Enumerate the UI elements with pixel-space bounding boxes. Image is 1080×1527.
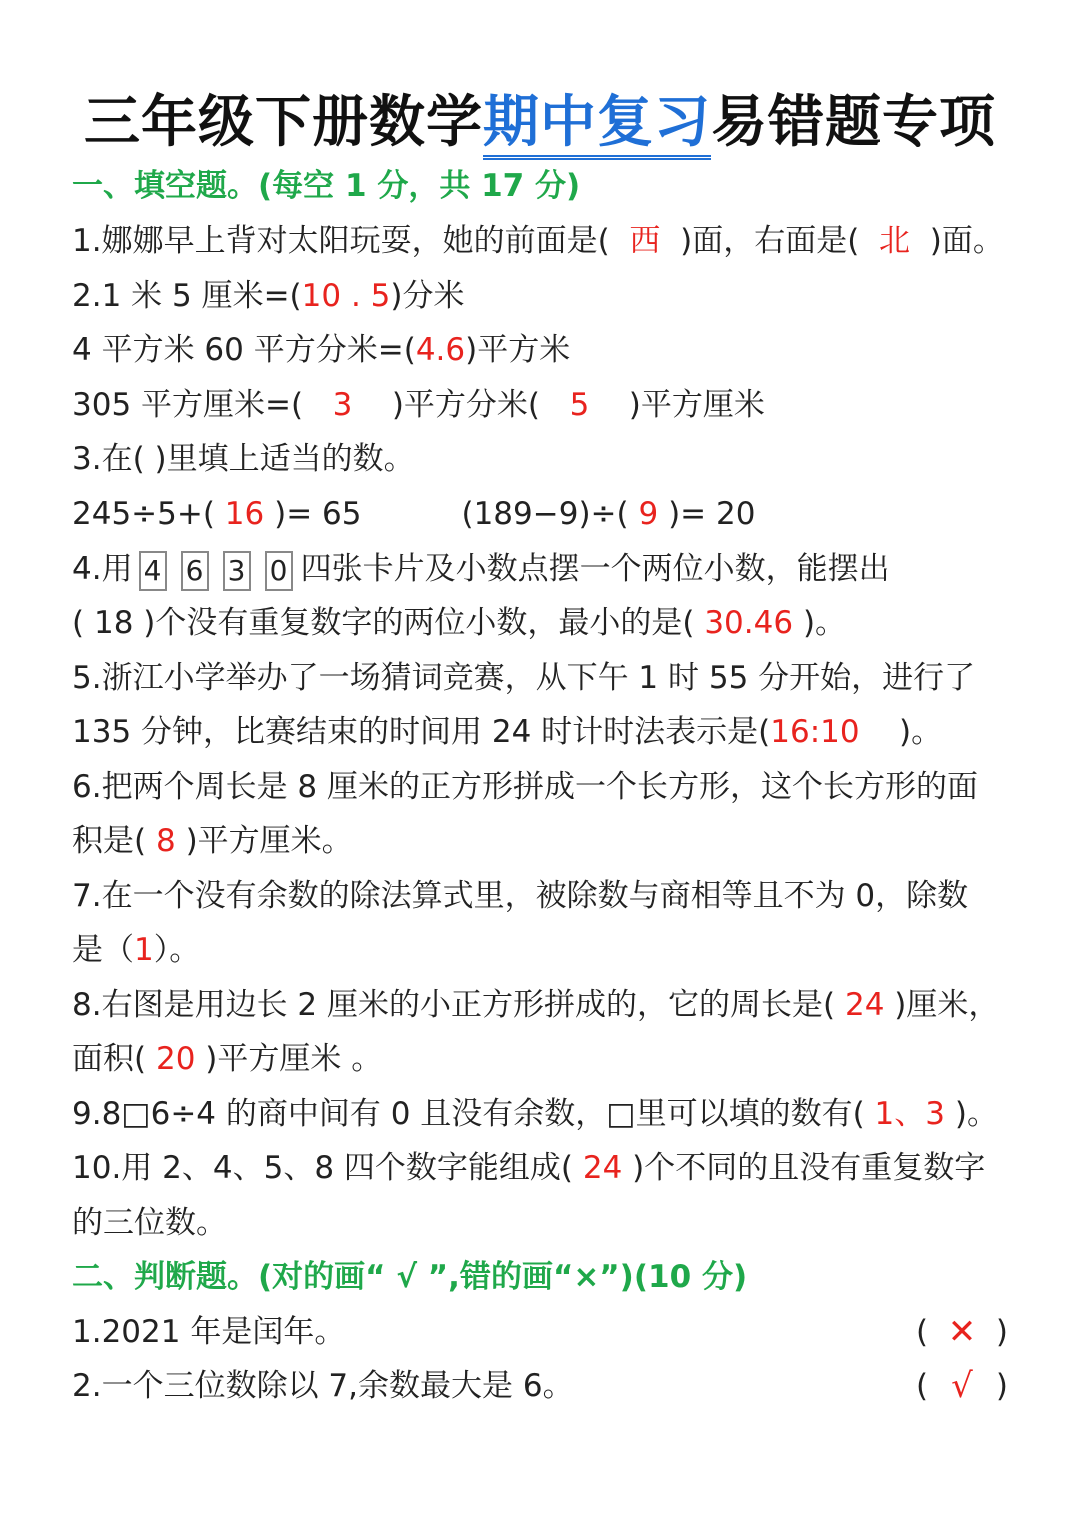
question-5b: 135 分钟，比赛结束的时间用 24 时计时法表示是(16:10 )。 [72,714,943,750]
question-5a: 5.浙江小学举办了一场猜词竞赛，从下午 1 时 55 分开始，进行了 [72,660,976,696]
question-2b: 4 平方米 60 平方分米=(4.6)平方米 [72,332,571,368]
question-3a: 245÷5+( 16 )= 65 (189−9)÷( 9 )= 20 [72,496,756,532]
question-2c: 305 平方厘米=( 3 )平方分米( 5 )平方厘米 [72,387,765,423]
answer: 10 . 5 [301,278,391,314]
check-mark-icon: √ [951,1366,973,1406]
cross-mark-icon: ✕ [947,1312,977,1352]
answer: 16:10 [770,714,860,750]
question-9: 9.8□6÷4 的商中间有 0 且没有余数，□里可以填的数有( 1、3 )。 [72,1096,998,1132]
answer: 30.46 [704,605,794,641]
answer: 20 [155,1041,196,1077]
question-4a: 4.用 4 6 3 0 四张卡片及小数点摆一个两位小数，能摆出 [72,549,1022,591]
question-7a: 7.在一个没有余数的除法算式里，被除数与商相等且不为 0，除数 [72,878,969,914]
digit-card: 6 [181,551,209,591]
judge-item-1: 1.2021 年是闰年。 [72,1314,346,1350]
answer: 9 [638,496,659,532]
answer: 5 [569,387,590,423]
digit-card: 0 [265,551,293,591]
title-post: 易错题专项 [711,90,996,155]
title-highlight: 期中复习 [483,90,711,160]
answer: 4.6 [415,332,466,368]
section-1-heading: 一、填空题。(每空 1 分，共 17 分) [72,168,581,204]
digit-card: 4 [139,551,167,591]
answer: 1、3 [874,1096,945,1132]
answer: 24 [582,1150,623,1186]
digit-card: 3 [223,551,251,591]
page-title [0,78,1080,158]
question-6b: 积是( 8 )平方厘米。 [72,823,353,859]
section-2-heading: 二、判断题。(对的画“ √ ”,错的画“×”)(10 分) [72,1259,748,1295]
judge-item-2: 2.一个三位数除以 7,余数最大是 6。 [72,1368,574,1404]
question-1: 1.娜娜早上背对太阳玩耍，她的前面是( 西 )面，右面是( 北 )面。 [72,223,1004,259]
question-2a: 2.1 米 5 厘米=(10 . 5)分米 [72,278,465,314]
answer: 北 [879,223,911,259]
answer: 1 [134,932,154,968]
title-pre: 三年级下册数学 [84,90,483,155]
answer: 西 [629,223,661,259]
question-7b: 是（1）。 [72,932,201,968]
judge-answer-1: ( ✕ ) [916,1312,1008,1352]
answer: 3 [332,387,353,423]
question-3: 3.在( )里填上适当的数。 [72,441,415,477]
question-10a: 10.用 2、4、5、8 四个数字能组成( 24 )个不同的且没有重复数字 [72,1150,986,1186]
question-4b: ( 18 )个没有重复数字的两位小数，最小的是( 30.46 )。 [72,605,847,641]
question-6a: 6.把两个周长是 8 厘米的正方形拼成一个长方形，这个长方形的面 [72,769,979,805]
judge-answer-2: ( √ ) [916,1366,1008,1406]
answer: 24 [844,987,885,1023]
question-8b: 面积( 20 )平方厘米 。 [72,1041,383,1077]
question-8a: 8.右图是用边长 2 厘米的小正方形拼成的，它的周长是( 24 )厘米， [72,987,1000,1023]
answer: 16 [224,496,265,532]
question-10b: 的三位数。 [72,1205,227,1241]
answer: 8 [155,823,176,859]
